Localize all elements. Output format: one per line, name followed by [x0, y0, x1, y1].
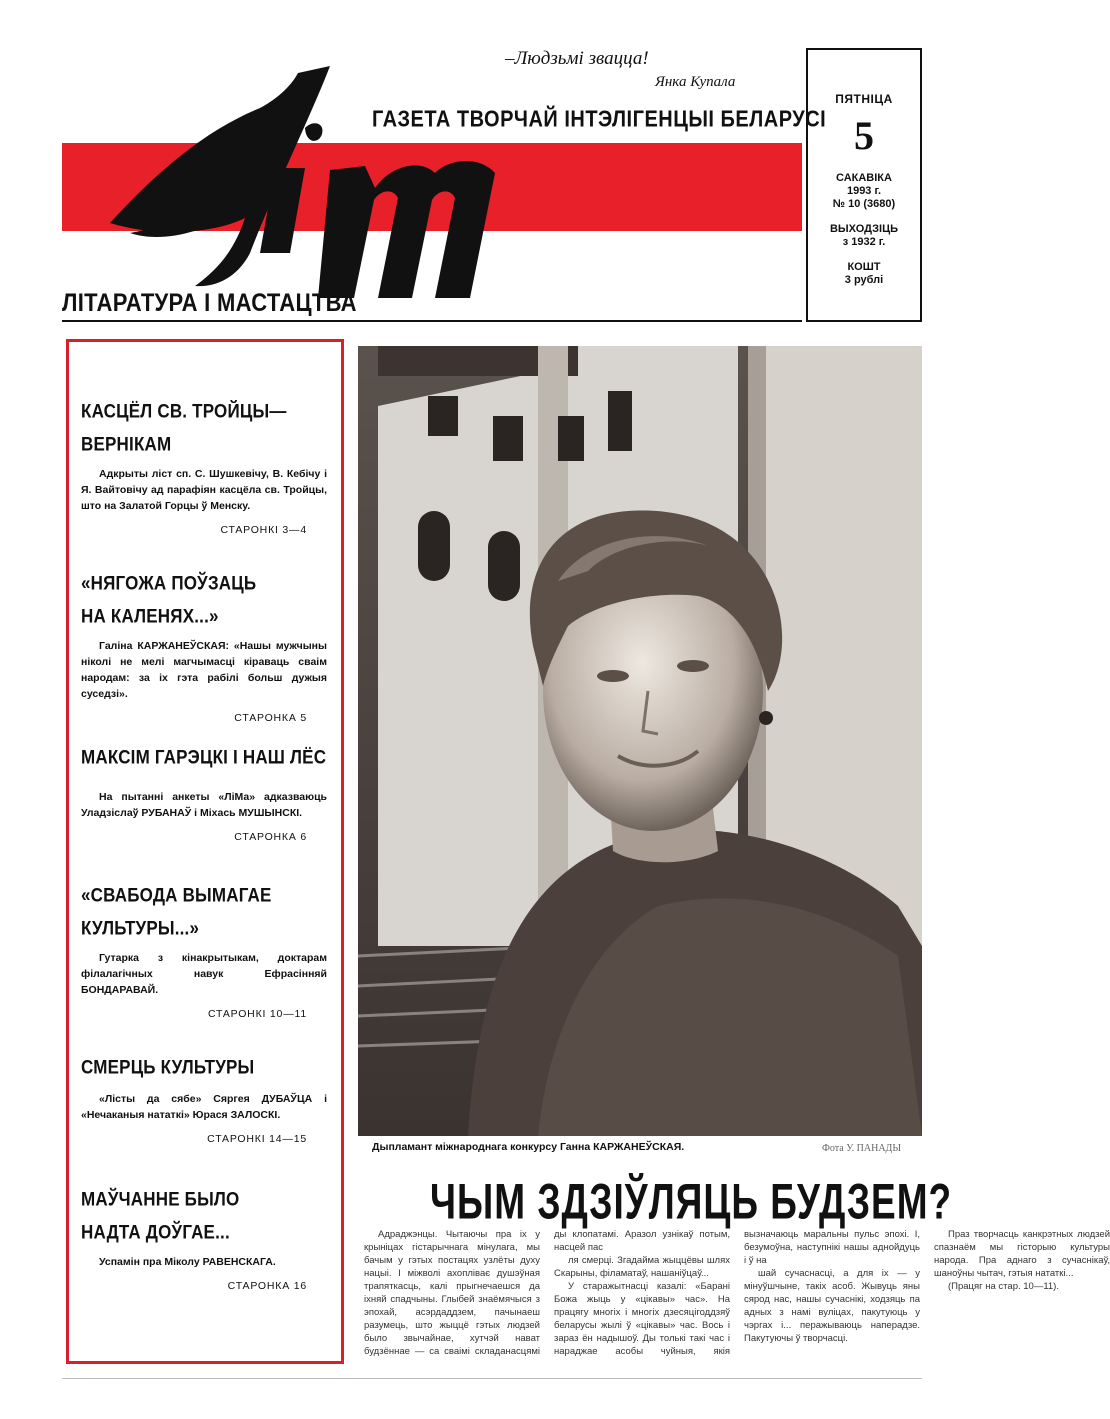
- newspaper-subtitle: ЛІТАРАТУРА І МАСТАЦТВА: [62, 288, 357, 317]
- contents-heading: МАКСІМ ГАРЭЦКІ І НАШ ЛЁС: [81, 746, 327, 768]
- contents-summary: Адкрыты ліст сп. С. Шушкевічу, В. Кебічу і Я. Вайтовічу ад парафіян касцёла св. Тройцы, што на Залатой Горцы ў Менску.: [81, 468, 327, 512]
- photo-caption: Дыпламант міжнароднага конкурсу Ганна КАРЖАНЕЎСКАЯ.: [372, 1141, 685, 1153]
- contents-item[interactable]: [81, 738, 327, 843]
- article-paragraph: (Працяг на стар. 10—11).: [948, 1281, 1059, 1292]
- contents-pages: СТАРОНКІ 3—4: [220, 524, 307, 536]
- photo-credit: Фота У. ПАНАДЫ: [822, 1143, 902, 1154]
- contents-summary: Успамін пра Міколу РАВЕНСКАГА.: [99, 1256, 276, 1268]
- article-paragraph: шай сучаснасці, а для іх — у мінуўшчыне, такіх асоб. Жывуць яны сярод нас, нашы сучаснікі, ходзяць па адных з намі вуліцах, пакутуюць у чэргах і... перажываюць наперадзе. Пакутуючы ў творчасці.: [744, 1268, 920, 1344]
- article-paragraph: Адраджэнцы. Чытаючы пра іх у крыніцах гістарычнага мінулага, мы бачым у гэтых постацях узлёты духу нацыі. І міжволі ахопліває душэўная трапяткасць, калі прыгнечаешся да іхняй спадчыны. Глыбей знаёмячыся з эпохай, асэрдаддзем, пачынаеш разумець, што жыццё гэтых людзей было звычайнае, хутчэй нават будзённае — са сваімі складанасцямі ды клопатамі. Аразол узнікаў потым, насцей пас: [364, 1229, 730, 1357]
- contents-heading: КАСЦЁЛ СВ. ТРОЙЦЫ—: [81, 400, 287, 422]
- issue-since-year: з 1932 г.: [842, 236, 886, 248]
- contents-heading: «СВАБОДА ВЫМАГАЕ: [81, 884, 272, 906]
- issue-day: 5: [854, 113, 874, 158]
- issue-price-label: КОШТ: [847, 261, 881, 273]
- contents-summary: Гутарка з кінакрытыкам, доктарам філалагічных навук Ефрасінняй БОНДАРАВАЙ.: [81, 952, 327, 996]
- contents-summary: Галіна КАРЖАНЕЎСКАЯ: «Нашы мужчыны ніколі не мелі магчымасці кіраваць сваім народам: за іх гэта рабілі больш дужыя суседзі».: [81, 640, 327, 700]
- epigraph: –Людзьмі звацца!: [505, 48, 649, 69]
- logo-text: ЛіМ: [100, 48, 102, 49]
- lim-logo: [100, 48, 540, 310]
- masthead-rule: [62, 320, 802, 322]
- contents-heading: НА КАЛЕНЯХ...»: [81, 605, 219, 627]
- contents-pages: СТАРОНКА 6: [234, 831, 307, 843]
- contents-pages: СТАРОНКІ 10—11: [207, 1008, 307, 1020]
- article-body: [364, 1228, 1110, 1358]
- article-paragraph: Праз творчасць канкрэтных людзей спазнаём мы гісторыю культуры народа. Пра аднаго з сучаснікаў, шаноўны чытач, гэтыя нататкі...: [934, 1229, 1110, 1279]
- contents-item[interactable]: [81, 876, 327, 1020]
- article-paragraph: ля смерці. Згадайма жыццёвы шлях Скарыны, філаматаў, нашаніўцаў...: [554, 1255, 730, 1279]
- portrait-photo: [358, 346, 922, 1136]
- issue-info-box: [806, 48, 922, 322]
- contents-column: [66, 339, 344, 1364]
- issue-month: САКАВІКА: [836, 172, 892, 184]
- article-headline: ЧЫМ ЗДЗІЎЛЯЦЬ БУДЗЕМ?: [430, 1174, 953, 1230]
- epigraph-signature: Янка Купала: [655, 74, 736, 90]
- contents-summary: «Лісты да сябе» Сяргея ДУБАЎЦА і «Нечаканыя нататкі» Юрася ЗАЛОСКІ.: [81, 1093, 327, 1121]
- contents-pages: СТАРОНКІ 14—15: [207, 1133, 307, 1145]
- contents-item[interactable]: [81, 392, 327, 536]
- article-paragraph: У старажытнасці казалі: «Баранi Божа жыць у «цікавы» час». На працягу многіх і многіх дзесяцігоддзяў беларусы жылі ў «цікавы» час. Вось і зараз ён надышоў. Ды толькі такі час і нараджае асобы чуйныя, якія вызначаюць маральны пульс эпохі. І, безумоўна, наступнікі нашы аднойдуць і ў на: [554, 1229, 920, 1357]
- contents-pages: СТАРОНКА 5: [234, 712, 307, 724]
- issue-price: 3 рублі: [844, 274, 884, 286]
- issue-year: 1993 г.: [846, 185, 882, 197]
- issue-number: № 10 (3680): [832, 198, 896, 210]
- contents-pages: СТАРОНКА 16: [227, 1280, 307, 1292]
- contents-item[interactable]: [81, 564, 327, 724]
- contents-item[interactable]: [81, 1048, 327, 1145]
- contents-heading: ВЕРНІКАМ: [81, 433, 172, 455]
- contents-summary: На пытанні анкеты «ЛіМа» адказваюць Уладзіслаў РУБАНАЎ і Міхась МУШЫНСКІ.: [81, 791, 327, 819]
- contents-heading: КУЛЬТУРЫ...»: [81, 917, 200, 939]
- contents-heading: «НЯГОЖА ПОЎЗАЦЬ: [81, 572, 257, 594]
- contents-heading: СМЕРЦЬ КУЛЬТУРЫ: [81, 1056, 255, 1078]
- issue-since-label: ВЫХОДЗІЦЬ: [829, 223, 899, 235]
- newspaper-tagline: ГАЗЕТА ТВОРЧАЙ ІНТЭЛІГЕНЦЫІ БЕЛАРУСІ: [372, 107, 827, 133]
- contents-item[interactable]: [81, 1180, 327, 1292]
- issue-weekday: ПЯТНІЦА: [835, 92, 893, 106]
- bottom-rule: [62, 1378, 922, 1379]
- contents-heading: МАЎЧАННЕ БЫЛО: [81, 1188, 240, 1210]
- contents-heading: НАДТА ДОЎГАЕ...: [81, 1221, 230, 1243]
